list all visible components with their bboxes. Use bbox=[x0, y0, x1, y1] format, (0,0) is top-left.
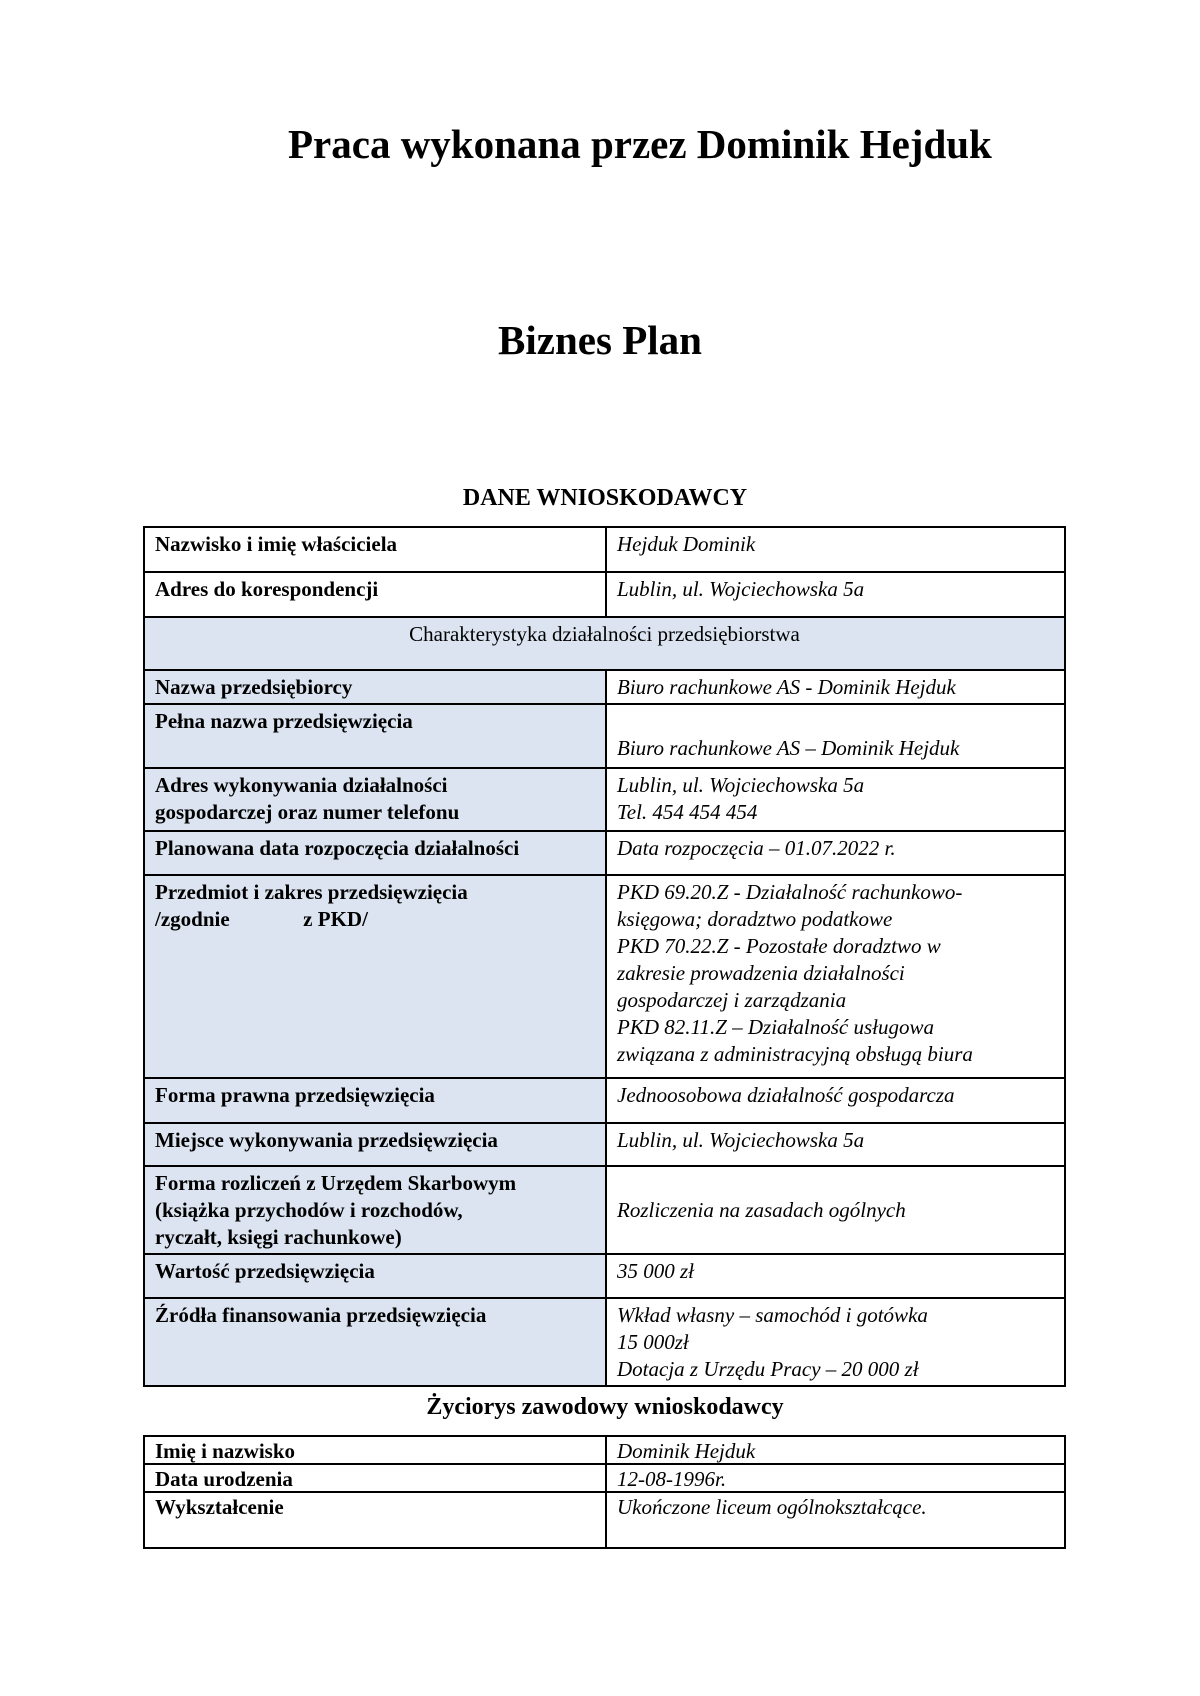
venture-location-value: Lublin, ul. Wojciechowska 5a bbox=[606, 1123, 1065, 1166]
venture-value-label: Wartość przedsięwzięcia bbox=[144, 1254, 606, 1298]
financing-sources-value bbox=[606, 1298, 1065, 1386]
correspondence-address-label: Adres do korespondencji bbox=[144, 572, 606, 617]
document-author-title: Praca wykonana przez Dominik Hejduk bbox=[288, 121, 992, 167]
education-value: Ukończone liceum ogólnokształcące. bbox=[606, 1492, 1065, 1548]
financing-line: Wkład własny – samochód i gotówka bbox=[617, 1303, 928, 1327]
document-plan-title: Biznes Plan bbox=[498, 317, 702, 363]
table-row bbox=[144, 1464, 1065, 1492]
education-label: Wykształcenie bbox=[144, 1492, 606, 1548]
scope-label-line: /zgodnie z PKD/ bbox=[155, 907, 368, 931]
table-row bbox=[144, 527, 1065, 572]
tax-settlement-label-line: Forma rozliczeń z Urzędem Skarbowym bbox=[155, 1171, 517, 1195]
table-row bbox=[144, 1078, 1065, 1123]
applicant-section-heading: DANE WNIOSKODAWCY bbox=[462, 485, 748, 511]
financing-line: 15 000zł bbox=[617, 1330, 689, 1354]
venture-location-label: Miejsce wykonywania przedsięwzięcia bbox=[144, 1123, 606, 1166]
full-venture-name-label: Pełna nazwa przedsięwzięcia bbox=[144, 704, 606, 768]
table-row bbox=[144, 875, 1065, 1078]
scope-label bbox=[144, 875, 606, 1078]
business-address-label bbox=[144, 768, 606, 831]
pkd-line: PKD 70.22.Z - Pozostałe doradztwo w bbox=[617, 934, 941, 958]
cv-section-heading: Życiorys zawodowy wnioskodawcy bbox=[426, 1394, 784, 1420]
table-row bbox=[144, 831, 1065, 875]
birth-date-value: 12-08-1996r. bbox=[606, 1464, 1065, 1492]
planned-start-date-label: Planowana data rozpoczęcia działalności bbox=[144, 831, 606, 875]
venture-value-value: 35 000 zł bbox=[606, 1254, 1065, 1298]
table-row bbox=[144, 617, 1065, 670]
financing-line: Dotacja z Urzędu Pracy – 20 000 zł bbox=[617, 1357, 919, 1381]
business-address-value bbox=[606, 768, 1065, 831]
applicant-data-table bbox=[143, 526, 1066, 1387]
full-name-value: Dominik Hejduk bbox=[606, 1436, 1065, 1464]
business-phone-value-line: Tel. 454 454 454 bbox=[617, 800, 758, 824]
table-row bbox=[144, 1254, 1065, 1298]
entrepreneur-name-value: Biuro rachunkowe AS - Dominik Hejduk bbox=[606, 670, 1065, 704]
cv-table bbox=[143, 1435, 1066, 1549]
table-row bbox=[144, 768, 1065, 831]
scope-label-line: Przedmiot i zakres przedsięwzięcia bbox=[155, 880, 468, 904]
characteristics-heading: Charakterystyka działalności przedsiębiorstwa bbox=[144, 617, 1065, 670]
table-row bbox=[144, 1492, 1065, 1548]
table-row bbox=[144, 1298, 1065, 1386]
table-row bbox=[144, 670, 1065, 704]
entrepreneur-name-label: Nazwa przedsiębiorcy bbox=[144, 670, 606, 704]
pkd-line: związana z administracyjną obsługą biura bbox=[617, 1042, 973, 1066]
tax-settlement-label bbox=[144, 1166, 606, 1254]
owner-name-value: Hejduk Dominik bbox=[606, 527, 1065, 572]
table-row bbox=[144, 1436, 1065, 1464]
tax-settlement-label-line: ryczałt, księgi rachunkowe) bbox=[155, 1225, 402, 1249]
pkd-line: zakresie prowadzenia działalności bbox=[617, 961, 905, 985]
financing-sources-label: Źródła finansowania przedsięwzięcia bbox=[144, 1298, 606, 1386]
table-row bbox=[144, 1123, 1065, 1166]
pkd-line: PKD 69.20.Z - Działalność rachunkowo- bbox=[617, 880, 963, 904]
legal-form-label: Forma prawna przedsięwzięcia bbox=[144, 1078, 606, 1123]
pkd-line: PKD 82.11.Z – Działalność usługowa bbox=[617, 1015, 934, 1039]
business-address-value-line: Lublin, ul. Wojciechowska 5a bbox=[617, 773, 865, 797]
full-name-label: Imię i nazwisko bbox=[144, 1436, 606, 1464]
business-address-label-line: gospodarczej oraz numer telefonu bbox=[155, 800, 460, 824]
pkd-line: księgowa; doradztwo podatkowe bbox=[617, 907, 893, 931]
table-row bbox=[144, 704, 1065, 768]
business-address-label-line: Adres wykonywania działalności bbox=[155, 773, 448, 797]
correspondence-address-value: Lublin, ul. Wojciechowska 5a bbox=[606, 572, 1065, 617]
tax-settlement-value: Rozliczenia na zasadach ogólnych bbox=[606, 1166, 1065, 1254]
owner-name-label: Nazwisko i imię właściciela bbox=[144, 527, 606, 572]
birth-date-label: Data urodzenia bbox=[144, 1464, 606, 1492]
table-row bbox=[144, 572, 1065, 617]
pkd-line: gospodarczej i zarządzania bbox=[617, 988, 847, 1012]
tax-settlement-label-line: (książka przychodów i rozchodów, bbox=[155, 1198, 463, 1222]
full-venture-name-value: Biuro rachunkowe AS – Dominik Hejduk bbox=[606, 704, 1065, 768]
legal-form-value: Jednoosobowa działalność gospodarcza bbox=[606, 1078, 1065, 1123]
scope-value bbox=[606, 875, 1065, 1078]
table-row bbox=[144, 1166, 1065, 1254]
planned-start-date-value: Data rozpoczęcia – 01.07.2022 r. bbox=[606, 831, 1065, 875]
